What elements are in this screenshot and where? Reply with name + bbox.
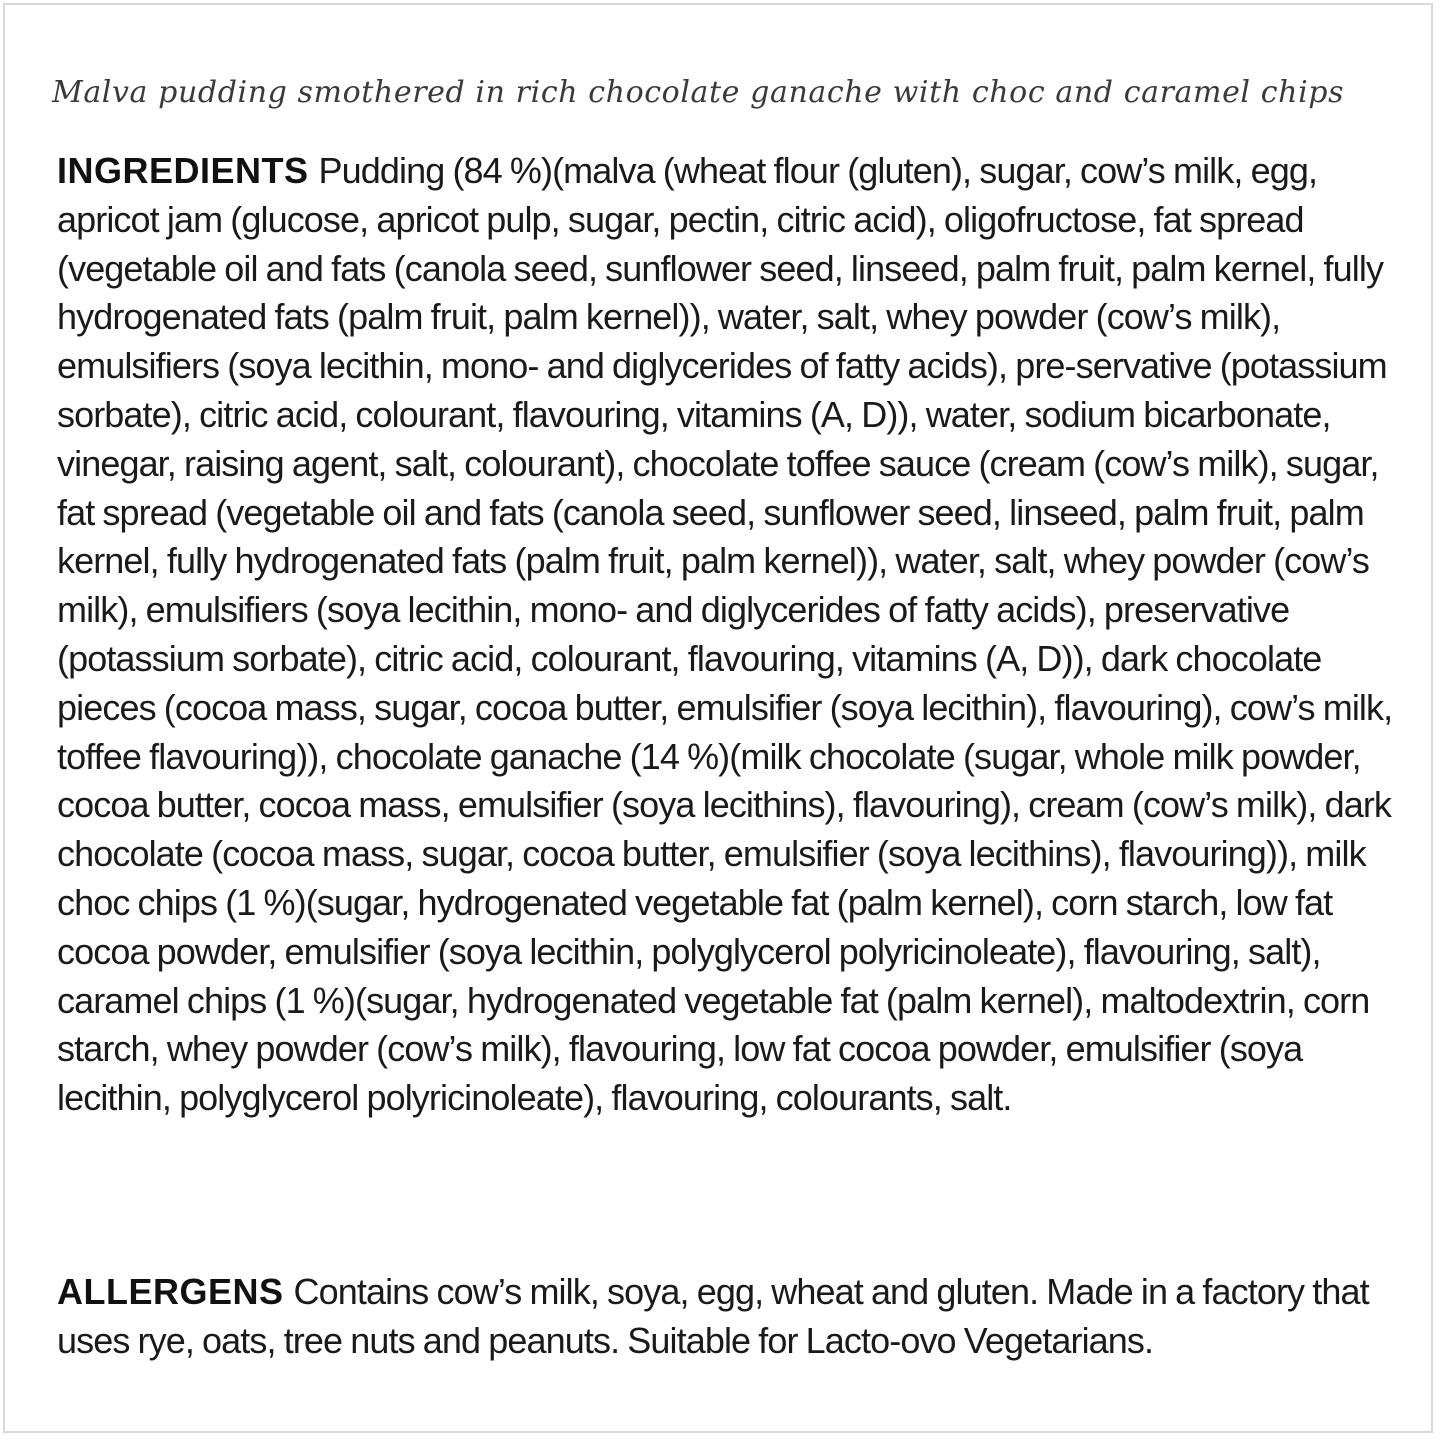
ingredients-heading: INGREDIENTS (57, 150, 309, 191)
product-description: Malva pudding smothered in rich chocolate ganache with choc and caramel chips (52, 75, 1345, 110)
ingredients-text: Pudding (84 %)(malva (wheat flour (gluten), sugar, cow’s milk, egg, apricot jam (glucose, apricot pulp, sugar, pectin, citric acid), oligofructose, fat spread (vegetable oil and fats (canola seed, sunflower seed, linseed, palm fruit, palm kernel, fully hydrogenated fats (palm fruit, palm kernel)), water, salt, whey powder (cow’s milk), emulsifiers (soya lecithin, mono- and diglycerides of fatty acids), pre-servative (potassium sorbate), citric acid, colourant, flavouring, vitamins (A, D)), water, sodium bicarbonate, vinegar, raising agent, salt, colourant), chocolate toffee sauce (cream (cow’s milk), sugar, fat spread (vegetable oil and fats (canola seed, sunflower seed, linseed, palm fruit, palm kernel, fully hydrogenated fats (palm fruit, palm kernel)), water, salt, whey powder (cow’s milk), emulsifiers (soya lecithin, mono- and diglycerides of fatty acids), preservative (potassium sorbate), citric acid, colourant, flavouring, vitamins (A, D)), dark chocolate pieces (cocoa mass, sugar, cocoa butter, emulsifier (soya lecithin), flavouring), cow’s milk, toffee flavouring)), chocolate ganache (14 %)(milk chocolate (sugar, whole milk powder, cocoa butter, cocoa mass, emulsifier (soya lecithins), flavouring), cream (cow’s milk), dark chocolate (cocoa mass, sugar, cocoa butter, emulsifier (soya lecithins), flavouring)), milk choc chips (1 %)(sugar, hydrogenated vegetable fat (palm kernel), corn starch, low fat cocoa powder, emulsifier (soya lecithin, polyglycerol polyricinoleate), flavouring, salt), caramel chips (1 %)(sugar, hydrogenated vegetable fat (palm kernel), maltodextrin, corn starch, whey powder (cow’s milk), flavouring, low fat cocoa powder, emulsifier (soya lecithin, polyglycerol polyricinoleate), flavouring, colourants, salt. (57, 150, 1393, 1119)
allergens-heading: ALLERGENS (57, 1271, 284, 1312)
label-panel (3, 3, 1433, 1433)
allergens-text: Contains cow’s milk, soya, egg, wheat and gluten. Made in a factory that uses rye, oats, tree nuts and peanuts. Suitable for Lacto-ovo Vegetarians. (57, 1271, 1369, 1361)
allergens-section (57, 1268, 1402, 1366)
ingredients-section (57, 147, 1402, 1123)
